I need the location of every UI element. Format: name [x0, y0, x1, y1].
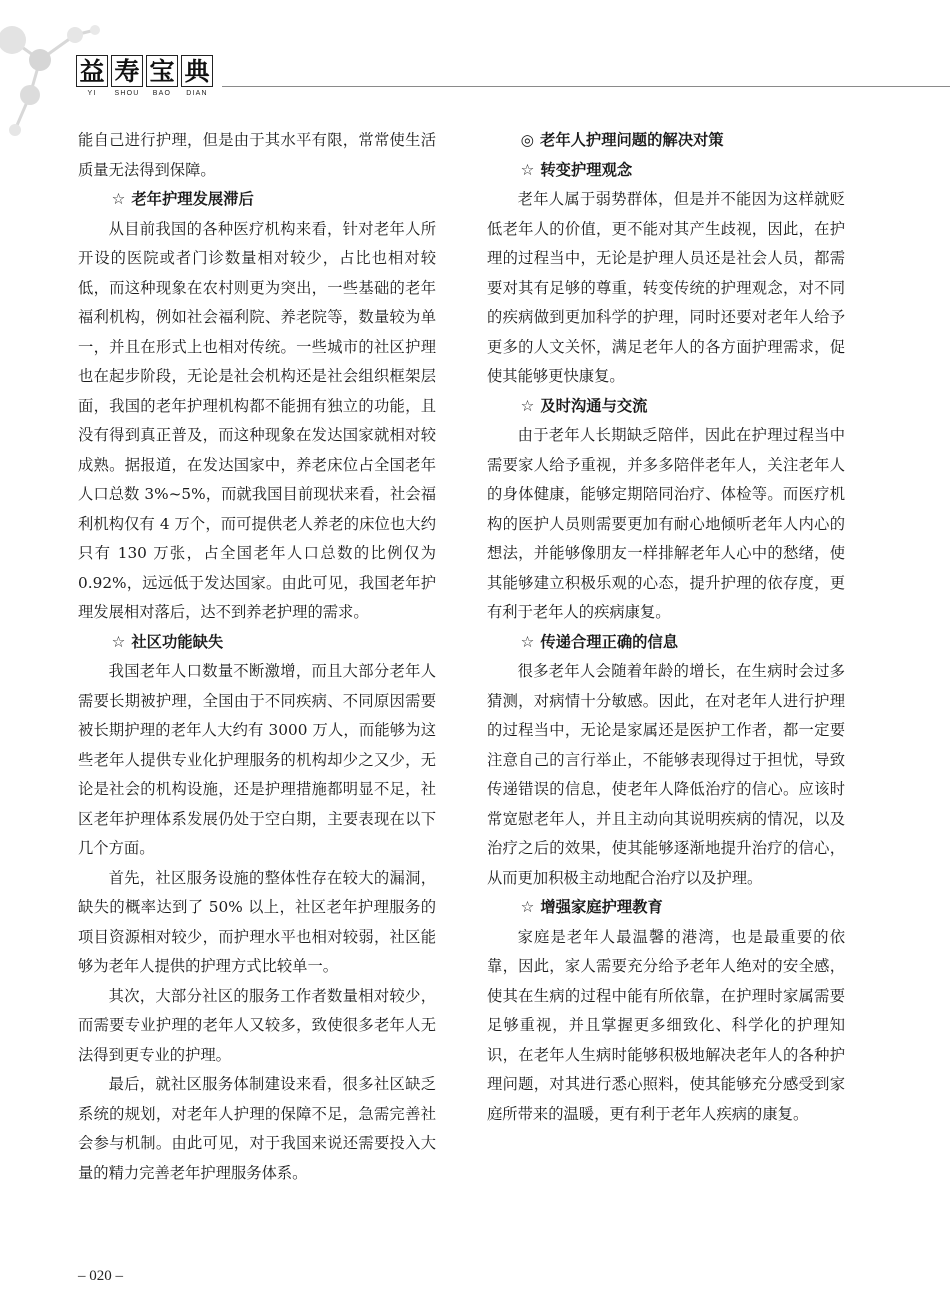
brand-pinyin: BAO	[152, 90, 172, 97]
body-paragraph: 很多老年人会随着年龄的增长，在生病时会过多猜测，对病情十分敏感。因此，在对老年人进行护理的过程当中，无论是家属还是医护工作者，都一定要注意自己的言行举止，不能够表现得过于担忧，导致传递错误的信息，使老年人降低治疗的信心。应该时常宽慰老年人，并且主动向其说明疾病的情况，以及治疗之后的效果，使其能够逐渐地提升治疗的信心，从而更加积极主动地配合治疗以及护理。	[487, 662, 845, 887]
body-paragraph: 从目前我国的各种医疗机构来看，针对老年人所开设的医院或者门诊数量相对较少，占比也相对较低，而这种现象在农村则更为突出，一些基础的老年福利机构，例如社会福利院、养老院等，数量较为单一，并且在形式上也相对传统。一些城市的社区护理也在起步阶段，无论是社会机构还是社会组织框架层面，我国的老年护理机构都不能拥有独立的功能，且没有得到真正普及，而这种现象在发达国家就相对较成熟。据报道，在发达国家中，养老床位占全国老年人口总数 3%~5%，而就我国目前现状来看，社会福利机构仅有 4 万个，而可提供老人养老的床位也大约只有 130 万张，占全国老年人口总数的比例仅为 0.92%，远远低于发达国家。由此可见，我国老年护理发展相对落后，达不到养老护理的需求。	[78, 219, 436, 621]
page-number: – 020 –	[78, 1268, 123, 1284]
brand-logo	[76, 55, 213, 97]
body-paragraph: 首先，社区服务设施的整体性存在较大的漏洞，缺失的概率达到了 50% 以上，社区老年护理服务的项目资源相对较少，而护理水平也相对较弱，社区能够为老年人提供的护理方式比较单一。	[78, 868, 436, 975]
body-paragraph: 老年人属于弱势群体，但是并不能因为这样就贬低老年人的价值，更不能对其产生歧视，因此，在护理的过程当中，无论是护理人员还是社会人员，都需要对其有足够的尊重，转变传统的护理观念，对不同的疾病做到更加科学的护理，同时还要对老年人给予更多的人文关怀，满足老年人的各方面护理需求，促使其能够更快康复。	[487, 190, 845, 385]
brand-char: 典	[181, 55, 213, 87]
star-icon: ☆	[520, 160, 535, 179]
heading-text: 转变护理观念	[540, 160, 633, 179]
subsection-heading	[487, 156, 845, 186]
section-title: 老年人护理问题的解决对策	[540, 131, 724, 149]
heading-text: 增强家庭护理教育	[540, 898, 663, 916]
body-paragraph: 其次，大部分社区的服务工作者数量相对较少，而需要专业护理的老年人又较多，致使很多老年人无法得到更专业的护理。	[78, 986, 436, 1064]
body-paragraph: 我国老年人口数量不断激增，而且大部分老年人需要长期被护理，全国由于不同疾病、不同原因需要被长期护理的老年人大约有 3000 万人，而能够为这些老年人提供专业化护理服务的机构却少之又少，无论是社会的机构设施，还是护理措施都明显不足，社区老年护理体系发展仍处于空白期，主要表现在以下几个方面。	[78, 662, 436, 857]
star-icon: ☆	[520, 632, 535, 651]
header-rule	[222, 86, 950, 87]
subsection-heading	[78, 628, 436, 658]
heading-text: 及时沟通与交流	[540, 396, 648, 415]
brand-char: 宝	[146, 55, 178, 87]
heading-text: 传递合理正确的信息	[540, 632, 679, 651]
brand-pinyin: YI	[87, 90, 97, 97]
brand-pinyin: DIAN	[186, 90, 208, 97]
brand-char: 寿	[111, 55, 143, 87]
body-paragraph: 由于老年人长期缺乏陪伴，因此在护理过程当中需要家人给予重视，并多多陪伴老年人，关注老年人的身体健康，能够定期陪同治疗、体检等。而医疗机构的医护人员则需要更加有耐心地倾听老年人内心的想法，并能够像朋友一样排解老年人心中的愁绪，使其能够建立积极乐观的心态，提升护理的依存度，更有利于老年人的疾病康复。	[487, 426, 845, 621]
brand-char: 益	[76, 55, 108, 87]
section-heading	[487, 126, 845, 156]
body-paragraph: 家庭是老年人最温馨的港湾，也是最重要的依靠，因此，家人需要充分给予老年人绝对的安全感，使其在生病的过程中能有所依靠，在护理时家属需要足够重视，并且掌握更多细致化、科学化的护理知识，在老年人生病时能够积极地解决老年人的各种护理问题，对其进行悉心照料，使其能够充分感受到家庭所带来的温暖，更有利于老年人疾病的康复。	[487, 927, 845, 1123]
brand-pinyin: SHOU	[114, 90, 140, 97]
body-paragraph: 能自己进行护理，但是由于其水平有限，常常使生活质量无法得到保障。	[78, 131, 436, 179]
subsection-heading	[78, 185, 436, 215]
heading-text: 社区功能缺失	[131, 632, 224, 651]
star-icon: ☆	[111, 632, 126, 651]
left-column	[78, 126, 436, 1188]
star-icon: ☆	[520, 396, 535, 415]
subsection-heading	[487, 392, 845, 422]
body-paragraph: 最后，就社区服务体制建设来看，很多社区缺乏系统的规划，对老年人护理的保障不足，急需完善社会参与机制。由此可见，对于我国来说还需要投入大量的精力完善老年护理服务体系。	[78, 1075, 436, 1182]
subsection-heading	[487, 628, 845, 658]
right-column	[487, 126, 845, 1129]
circle-bullet-icon: ◎	[520, 131, 535, 149]
subsection-heading	[487, 893, 845, 923]
star-icon: ☆	[520, 898, 535, 916]
heading-text: 老年护理发展滞后	[131, 190, 254, 208]
star-icon: ☆	[111, 190, 126, 208]
